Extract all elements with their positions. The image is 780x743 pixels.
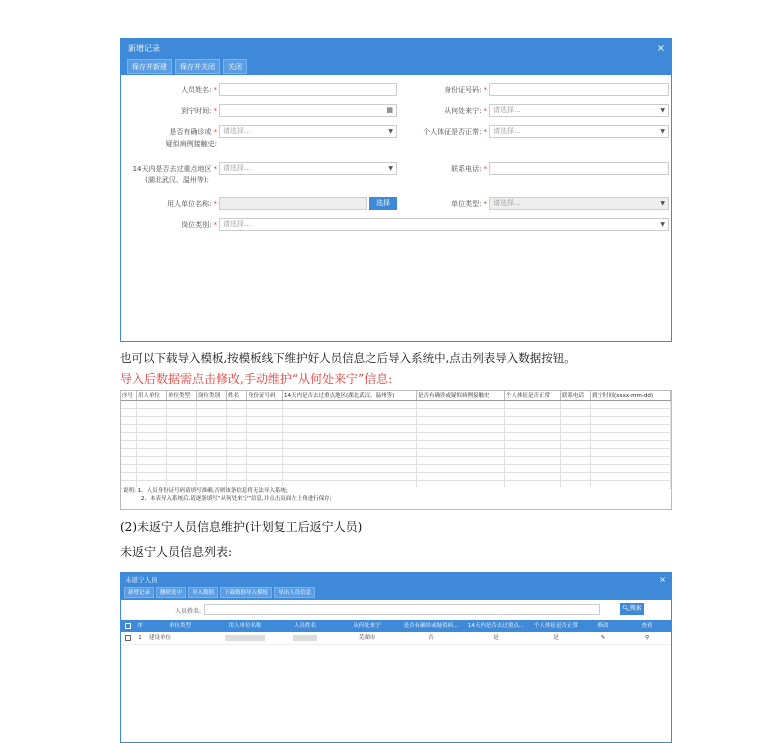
dialog-title-bar bbox=[121, 39, 671, 59]
sheet-col-header: 单位类型 bbox=[167, 391, 197, 400]
sheet-cell bbox=[591, 409, 671, 416]
list-title: 未返宁人员 bbox=[125, 576, 158, 584]
from-select[interactable]: 请选择... ▼ bbox=[489, 104, 669, 117]
sheet-cell bbox=[167, 473, 197, 480]
confirmed-label-2: 疑似病例接触史: bbox=[165, 140, 217, 148]
post-select[interactable]: 请选择... ▼ bbox=[219, 218, 669, 231]
close-icon[interactable]: × bbox=[656, 43, 665, 54]
sheet-cell bbox=[417, 441, 505, 448]
sheet-cell bbox=[167, 425, 197, 432]
sheet-cell bbox=[227, 433, 247, 440]
table-row[interactable] bbox=[121, 632, 671, 645]
health-select[interactable]: 请选择... ▼ bbox=[489, 125, 669, 138]
sheet-header bbox=[121, 391, 671, 401]
sheet-cell bbox=[247, 473, 283, 480]
grid-col-header: 单位类型 bbox=[168, 623, 191, 629]
unit-type-label: 单位类型: * bbox=[451, 200, 487, 208]
sheet-col-header: 身份证号码 bbox=[247, 391, 283, 400]
sheet-cell bbox=[417, 457, 505, 464]
sheet-cell bbox=[167, 465, 197, 472]
sheet-cell bbox=[247, 409, 283, 416]
sheet-cell bbox=[197, 441, 227, 448]
sheet-cell bbox=[227, 425, 247, 432]
row-employer-redacted bbox=[215, 632, 275, 644]
sheet-cell bbox=[417, 401, 505, 408]
grid-col-header: 人员姓名 bbox=[293, 623, 316, 629]
sheet-cell bbox=[247, 401, 283, 408]
visited-label-2: (湖北武汉、温州等): bbox=[145, 176, 209, 184]
row-unit-type: 建设单位 bbox=[149, 635, 172, 641]
sheet-cell bbox=[197, 401, 227, 408]
sheet-col-header: 序号 bbox=[121, 391, 137, 400]
employer-label: 用人单位名称: * bbox=[167, 200, 217, 208]
grid-col-header: 用人单位名称 bbox=[228, 623, 262, 629]
sheet-cell bbox=[227, 417, 247, 424]
sheet-cell bbox=[121, 401, 137, 408]
sheet-col-header: 联系电话 bbox=[561, 391, 591, 400]
sheet-cell bbox=[561, 465, 591, 472]
sheet-cell bbox=[227, 409, 247, 416]
health-label: 个人体征是否正常: * bbox=[423, 128, 487, 136]
sheet-cell bbox=[417, 425, 505, 432]
grid-col-header: 是否有确诊或疑似病... bbox=[403, 623, 459, 629]
sheet-cell bbox=[561, 417, 591, 424]
sheet-note bbox=[123, 487, 668, 503]
sheet-cell bbox=[167, 409, 197, 416]
sheet-cell bbox=[197, 449, 227, 456]
sheet-cell bbox=[417, 409, 505, 416]
sheet-cell bbox=[561, 425, 591, 432]
chevron-down-icon: ▼ bbox=[660, 107, 665, 114]
sheet-cell bbox=[121, 465, 137, 472]
chevron-down-icon: ▼ bbox=[388, 165, 393, 172]
sheet-cell bbox=[167, 441, 197, 448]
chevron-down-icon: ▼ bbox=[660, 128, 665, 135]
sheet-cell bbox=[247, 457, 283, 464]
sheet-col-header: 到宁时间(xxxx-mm-dd) bbox=[591, 391, 671, 400]
sheet-cell bbox=[197, 433, 227, 440]
sheet-cell bbox=[283, 417, 417, 424]
sheet-cell bbox=[591, 401, 671, 408]
sheet-cell bbox=[417, 417, 505, 424]
sheet-cell bbox=[283, 433, 417, 440]
import-template-sheet bbox=[120, 390, 672, 510]
list-title-bar bbox=[121, 573, 671, 587]
sheet-cell bbox=[561, 441, 591, 448]
sheet-cell bbox=[591, 465, 671, 472]
sheet-cell bbox=[561, 433, 591, 440]
sheet-cell bbox=[247, 449, 283, 456]
sheet-cell bbox=[561, 409, 591, 416]
sheet-cell bbox=[417, 449, 505, 456]
row-health: 是 bbox=[553, 635, 559, 641]
sheet-cell bbox=[197, 425, 227, 432]
delete-selected-button[interactable]: 删除选中 bbox=[156, 587, 186, 598]
pick-employer-button[interactable]: 选择 bbox=[369, 197, 397, 210]
chevron-down-icon: ▼ bbox=[660, 200, 665, 207]
sheet-body bbox=[121, 401, 671, 489]
dialog-toolbar bbox=[121, 59, 671, 75]
sheet-cell bbox=[591, 425, 671, 432]
sheet-cell bbox=[283, 473, 417, 480]
import-data-button[interactable]: 导入数据 bbox=[188, 587, 218, 598]
grid-col-header: 修改 bbox=[597, 623, 609, 629]
arrival-label: 到宁时间: * bbox=[181, 107, 217, 115]
paragraph-import-note: 导入后数据需点击修改,手动维护“从何处来宁”信息: bbox=[120, 372, 393, 386]
close-button[interactable]: 关闭 bbox=[223, 59, 247, 74]
search-icon: 🔍︎ bbox=[622, 605, 630, 612]
sheet-cell bbox=[121, 433, 137, 440]
sheet-cell bbox=[227, 449, 247, 456]
download-template-button[interactable]: 下载数据导入模板 bbox=[220, 587, 272, 598]
grid-col-header: 序 bbox=[137, 623, 143, 629]
name-input[interactable] bbox=[219, 83, 397, 96]
close-icon[interactable]: × bbox=[659, 575, 666, 584]
sheet-cell bbox=[247, 417, 283, 424]
sheet-cell bbox=[121, 417, 137, 424]
sheet-cell bbox=[505, 465, 561, 472]
sheet-cell bbox=[227, 465, 247, 472]
add-record-dialog bbox=[120, 38, 672, 342]
visited-select[interactable]: 请选择... ▼ bbox=[219, 162, 397, 175]
sheet-col-header: 岗位类别 bbox=[197, 391, 227, 400]
sheet-cell bbox=[197, 465, 227, 472]
sheet-cell bbox=[591, 449, 671, 456]
sheet-cell bbox=[227, 441, 247, 448]
edit-icon[interactable]: ✎ bbox=[600, 635, 606, 641]
sheet-cell bbox=[121, 473, 137, 480]
sheet-row bbox=[121, 433, 671, 441]
sheet-cell bbox=[137, 433, 167, 440]
sheet-col-header: 个人体征是否正常 bbox=[505, 391, 561, 400]
search-input[interactable] bbox=[204, 604, 600, 615]
sheet-cell bbox=[197, 457, 227, 464]
sheet-col-header: 14天内是否去过重点地区(湖北武汉、温州等) bbox=[283, 391, 417, 400]
sheet-cell bbox=[167, 401, 197, 408]
id-input[interactable] bbox=[489, 83, 669, 96]
sheet-cell bbox=[137, 425, 167, 432]
sheet-cell bbox=[591, 457, 671, 464]
sheet-row bbox=[121, 425, 671, 433]
sheet-cell bbox=[247, 465, 283, 472]
sheet-cell bbox=[505, 409, 561, 416]
visited-label: 14天内是否去过重点地区 * bbox=[132, 165, 217, 173]
grid-col-header: 查看 bbox=[641, 623, 653, 629]
sheet-cell bbox=[197, 417, 227, 424]
sheet-cell bbox=[591, 433, 671, 440]
phone-label: 联系电话: * bbox=[451, 165, 487, 173]
sheet-col-header: 是否有确诊或疑似病例接触史 bbox=[417, 391, 505, 400]
sheet-row bbox=[121, 409, 671, 417]
search-bar bbox=[121, 600, 671, 620]
sheet-cell bbox=[121, 425, 137, 432]
sheet-cell bbox=[167, 433, 197, 440]
sheet-col-header: 用人单位 bbox=[137, 391, 167, 400]
confirmed-label: 是否有确诊或 * bbox=[169, 128, 217, 136]
section-heading: (2)未返宁人员信息维护(计划复工后返宁人员) bbox=[120, 520, 363, 534]
sheet-row bbox=[121, 449, 671, 457]
chevron-down-icon: ▼ bbox=[388, 128, 393, 135]
sheet-cell bbox=[417, 473, 505, 480]
sheet-row bbox=[121, 441, 671, 449]
sheet-cell bbox=[283, 401, 417, 408]
sheet-cell bbox=[227, 473, 247, 480]
dialog-title: 新增记录 bbox=[128, 44, 160, 53]
select-all-checkbox[interactable] bbox=[121, 620, 135, 632]
sheet-cell bbox=[247, 441, 283, 448]
sheet-cell bbox=[137, 449, 167, 456]
id-label: 身份证号码: * bbox=[444, 86, 487, 94]
grid-header bbox=[121, 620, 671, 632]
sheet-cell bbox=[505, 417, 561, 424]
view-icon[interactable]: ⚲ bbox=[644, 635, 650, 641]
sheet-cell bbox=[561, 449, 591, 456]
unit-type-select[interactable]: 请选择... ▼ bbox=[489, 197, 669, 210]
export-button[interactable]: 导出人员信息 bbox=[274, 587, 315, 598]
sheet-row bbox=[121, 417, 671, 425]
grid-col-header: 14天内是否去过重点... bbox=[467, 623, 525, 629]
sheet-cell bbox=[505, 433, 561, 440]
row-checkbox[interactable] bbox=[121, 632, 135, 644]
sheet-cell bbox=[121, 449, 137, 456]
sheet-cell bbox=[283, 409, 417, 416]
arrival-date-input[interactable] bbox=[219, 104, 397, 117]
phone-input[interactable] bbox=[489, 162, 669, 175]
sheet-cell bbox=[505, 449, 561, 456]
sheet-cell bbox=[561, 457, 591, 464]
sheet-cell bbox=[417, 465, 505, 472]
add-record-button[interactable]: 新增记录 bbox=[124, 587, 154, 598]
confirmed-select[interactable]: 请选择... ▼ bbox=[219, 125, 397, 138]
from-label: 从何处来宁: * bbox=[444, 107, 487, 115]
search-label: 人员姓名: bbox=[174, 608, 201, 615]
sheet-cell bbox=[121, 409, 137, 416]
chevron-down-icon: ▼ bbox=[660, 221, 665, 228]
sheet-cell bbox=[283, 449, 417, 456]
sheet-cell bbox=[505, 425, 561, 432]
sheet-cell bbox=[167, 417, 197, 424]
sheet-cell bbox=[137, 441, 167, 448]
sheet-cell bbox=[505, 441, 561, 448]
sheet-cell bbox=[137, 401, 167, 408]
sheet-cell bbox=[561, 401, 591, 408]
paragraph-import-template: 也可以下载导入模板,按模板线下维护好人员信息之后导入系统中,点击列表导入数据按钮。 bbox=[120, 351, 576, 365]
calendar-icon[interactable]: ▦ bbox=[386, 106, 393, 114]
sheet-cell bbox=[283, 425, 417, 432]
list-toolbar bbox=[121, 587, 671, 600]
row-from: 芜湖市 bbox=[358, 635, 376, 641]
sheet-cell bbox=[137, 417, 167, 424]
sheet-cell bbox=[197, 473, 227, 480]
row-person-redacted bbox=[275, 632, 335, 644]
sheet-cell bbox=[505, 473, 561, 480]
sheet-cell bbox=[227, 401, 247, 408]
list-caption: 未返宁人员信息列表: bbox=[120, 545, 233, 559]
sheet-cell bbox=[227, 457, 247, 464]
row-confirmed: 否 bbox=[428, 635, 434, 641]
save-and-close-button[interactable]: 保存并关闭 bbox=[175, 59, 220, 74]
sheet-cell bbox=[591, 473, 671, 480]
save-and-new-button[interactable]: 保存并新建 bbox=[127, 59, 172, 74]
sheet-cell bbox=[417, 433, 505, 440]
sheet-cell bbox=[137, 457, 167, 464]
sheet-row bbox=[121, 473, 671, 481]
sheet-cell bbox=[121, 457, 137, 464]
sheet-cell bbox=[137, 465, 167, 472]
sheet-cell bbox=[505, 457, 561, 464]
sheet-cell bbox=[283, 465, 417, 472]
name-label: 人员姓名: * bbox=[181, 86, 217, 94]
sheet-cell bbox=[167, 449, 197, 456]
sheet-cell bbox=[197, 409, 227, 416]
sheet-cell bbox=[591, 417, 671, 424]
sheet-col-header: 姓名 bbox=[227, 391, 247, 400]
sheet-cell bbox=[591, 441, 671, 448]
sheet-cell bbox=[167, 457, 197, 464]
dialog-form bbox=[121, 75, 671, 342]
sheet-note-line-2: 2、本表导入系统后,请逐条填写“从何处来宁”信息,并点击页面左上角进行保存; bbox=[141, 496, 332, 502]
not-returned-list-window bbox=[120, 572, 672, 743]
sheet-cell bbox=[247, 433, 283, 440]
grid-col-header: 从何处来宁 bbox=[353, 623, 381, 629]
post-label: 岗位类别: * bbox=[181, 221, 217, 229]
sheet-cell bbox=[505, 401, 561, 408]
sheet-row bbox=[121, 465, 671, 473]
sheet-cell bbox=[137, 473, 167, 480]
sheet-cell bbox=[137, 409, 167, 416]
employer-input[interactable] bbox=[219, 197, 367, 210]
search-button[interactable]: 🔍︎搜索 bbox=[620, 603, 644, 615]
sheet-cell bbox=[121, 441, 137, 448]
sheet-row bbox=[121, 401, 671, 409]
grid-col-header: 个人体征是否正常 bbox=[533, 623, 578, 629]
sheet-cell bbox=[283, 441, 417, 448]
sheet-cell bbox=[283, 457, 417, 464]
sheet-cell bbox=[247, 425, 283, 432]
row-visited: 是 bbox=[493, 635, 499, 641]
sheet-row bbox=[121, 457, 671, 465]
sheet-note-line-1: 说明: 1、人员身份证号码请填写准确,否则该条信息将无法导入系统; bbox=[123, 488, 288, 494]
sheet-cell bbox=[561, 473, 591, 480]
row-index: 1 bbox=[138, 635, 142, 641]
